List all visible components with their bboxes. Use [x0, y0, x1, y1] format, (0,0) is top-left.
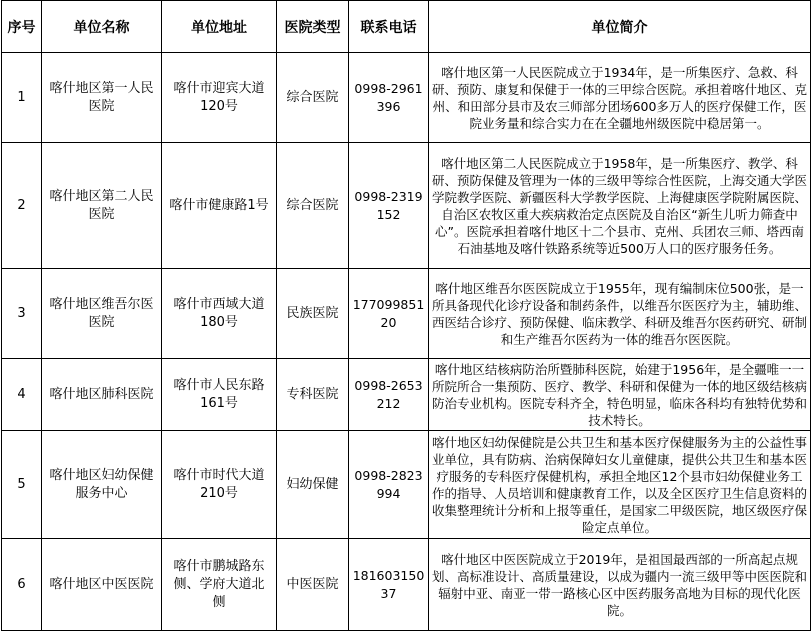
unit-address: 喀什市迎宾大道120号	[162, 53, 277, 143]
header-no: 序号	[2, 1, 42, 53]
unit-address: 喀什市西域大道180号	[162, 269, 277, 359]
unit-name: 喀什地区妇幼保健服务中心	[42, 431, 162, 539]
table-row	[2, 539, 811, 631]
unit-name: 喀什地区维吾尔医医院	[42, 269, 162, 359]
unit-intro: 喀什地区妇幼保健院是公共卫生和基本医疗保健服务为主的公益性事业单位，具有防病、治病保障妇女儿童健康，提供公共卫生和基本医疗服务的专科医疗保健机构，承担全地区12个县市妇幼保健业务工作的指导、人员培训和健康教育工作，以及全区医疗卫生信息资料的收集整理统计分析和上报等重任，是国家二甲级医院，地区级医疗保险定点单位。	[429, 431, 811, 539]
hospital-type: 妇幼保健	[277, 431, 349, 539]
unit-address: 喀什市鹏城路东侧、学府大道北侧	[162, 539, 277, 631]
contact-phone: 18160315037	[349, 539, 429, 631]
unit-address: 喀什市健康路1号	[162, 143, 277, 269]
row-number: 4	[2, 359, 42, 431]
table-row	[2, 143, 811, 269]
unit-intro: 喀什地区维吾尔医医院成立于1955年，现有编制床位500张，是一所具备现代化诊疗设备和制药条件，以维吾尔医医疗为主，辅助维、西医结合诊疗、预防保健、临床教学、科研及维吾尔医药研究、研制和生产维吾尔医药为一体的维吾尔医医院。	[429, 269, 811, 359]
table-row	[2, 359, 811, 431]
contact-phone: 0998-2823994	[349, 431, 429, 539]
table-row	[2, 269, 811, 359]
hospital-type: 专科医院	[277, 359, 349, 431]
unit-name: 喀什地区第二人民医院	[42, 143, 162, 269]
unit-intro: 喀什地区第二人民医院成立于1958年，是一所集医疗、教学、科研、预防保健及管理为一体的三级甲等综合性医院，上海交通大学医学院教学医院、新疆医科大学教学医院、上海健康医学院附属医院、自治区农牧区重大疾病救治定点医院及自治区“新生儿听力筛查中心”。医院承担着喀什地区十二个县市、克州、兵团农三师、塔西南石油基地及喀什铁路系统等近500万人口的医疗服务任务。	[429, 143, 811, 269]
hospital-type: 综合医院	[277, 53, 349, 143]
table-row	[2, 431, 811, 539]
row-number: 2	[2, 143, 42, 269]
table-row	[2, 53, 811, 143]
header-phone: 联系电话	[349, 1, 429, 53]
hospital-type: 中医医院	[277, 539, 349, 631]
unit-intro: 喀什地区中医医院成立于2019年，是祖国最西部的一所高起点规划、高标准设计、高质量建设，以成为疆内一流三级甲等中医医院和辐射中亚、南亚一带一路核心区中医药服务高地为目标的现代化医院。	[429, 539, 811, 631]
unit-name: 喀什地区中医医院	[42, 539, 162, 631]
unit-intro: 喀什地区结核病防治所暨肺科医院，始建于1956年，是全疆唯一一所院所合一集预防、医疗、教学、科研和保健为一体的地区级结核病防治专业机构。医院专科齐全，特色明显，临床各科均有独特优势和技术特长。	[429, 359, 811, 431]
row-number: 1	[2, 53, 42, 143]
header-address: 单位地址	[162, 1, 277, 53]
unit-name: 喀什地区第一人民医院	[42, 53, 162, 143]
unit-name: 喀什地区肺科医院	[42, 359, 162, 431]
header-name: 单位名称	[42, 1, 162, 53]
row-number: 3	[2, 269, 42, 359]
hospital-type: 综合医院	[277, 143, 349, 269]
contact-phone: 17709985120	[349, 269, 429, 359]
header-intro: 单位简介	[429, 1, 811, 53]
header-type: 医院类型	[277, 1, 349, 53]
unit-intro: 喀什地区第一人民医院成立于1934年，是一所集医疗、急救、科研、预防、康复和保健于一体的三甲综合医院。承担着喀什地区、克州、和田部分县市及农三师部分团场600多万人的医疗保健工作，医院业务量和综合实力在在全疆地州级医院中稳居第一。	[429, 53, 811, 143]
unit-address: 喀什市时代大道210号	[162, 431, 277, 539]
contact-phone: 0998-2653212	[349, 359, 429, 431]
hospital-type: 民族医院	[277, 269, 349, 359]
hospital-table	[1, 0, 811, 631]
row-number: 6	[2, 539, 42, 631]
unit-address: 喀什市人民东路161号	[162, 359, 277, 431]
contact-phone: 0998-2319152	[349, 143, 429, 269]
table-header-row	[2, 1, 811, 53]
contact-phone: 0998-2961396	[349, 53, 429, 143]
row-number: 5	[2, 431, 42, 539]
